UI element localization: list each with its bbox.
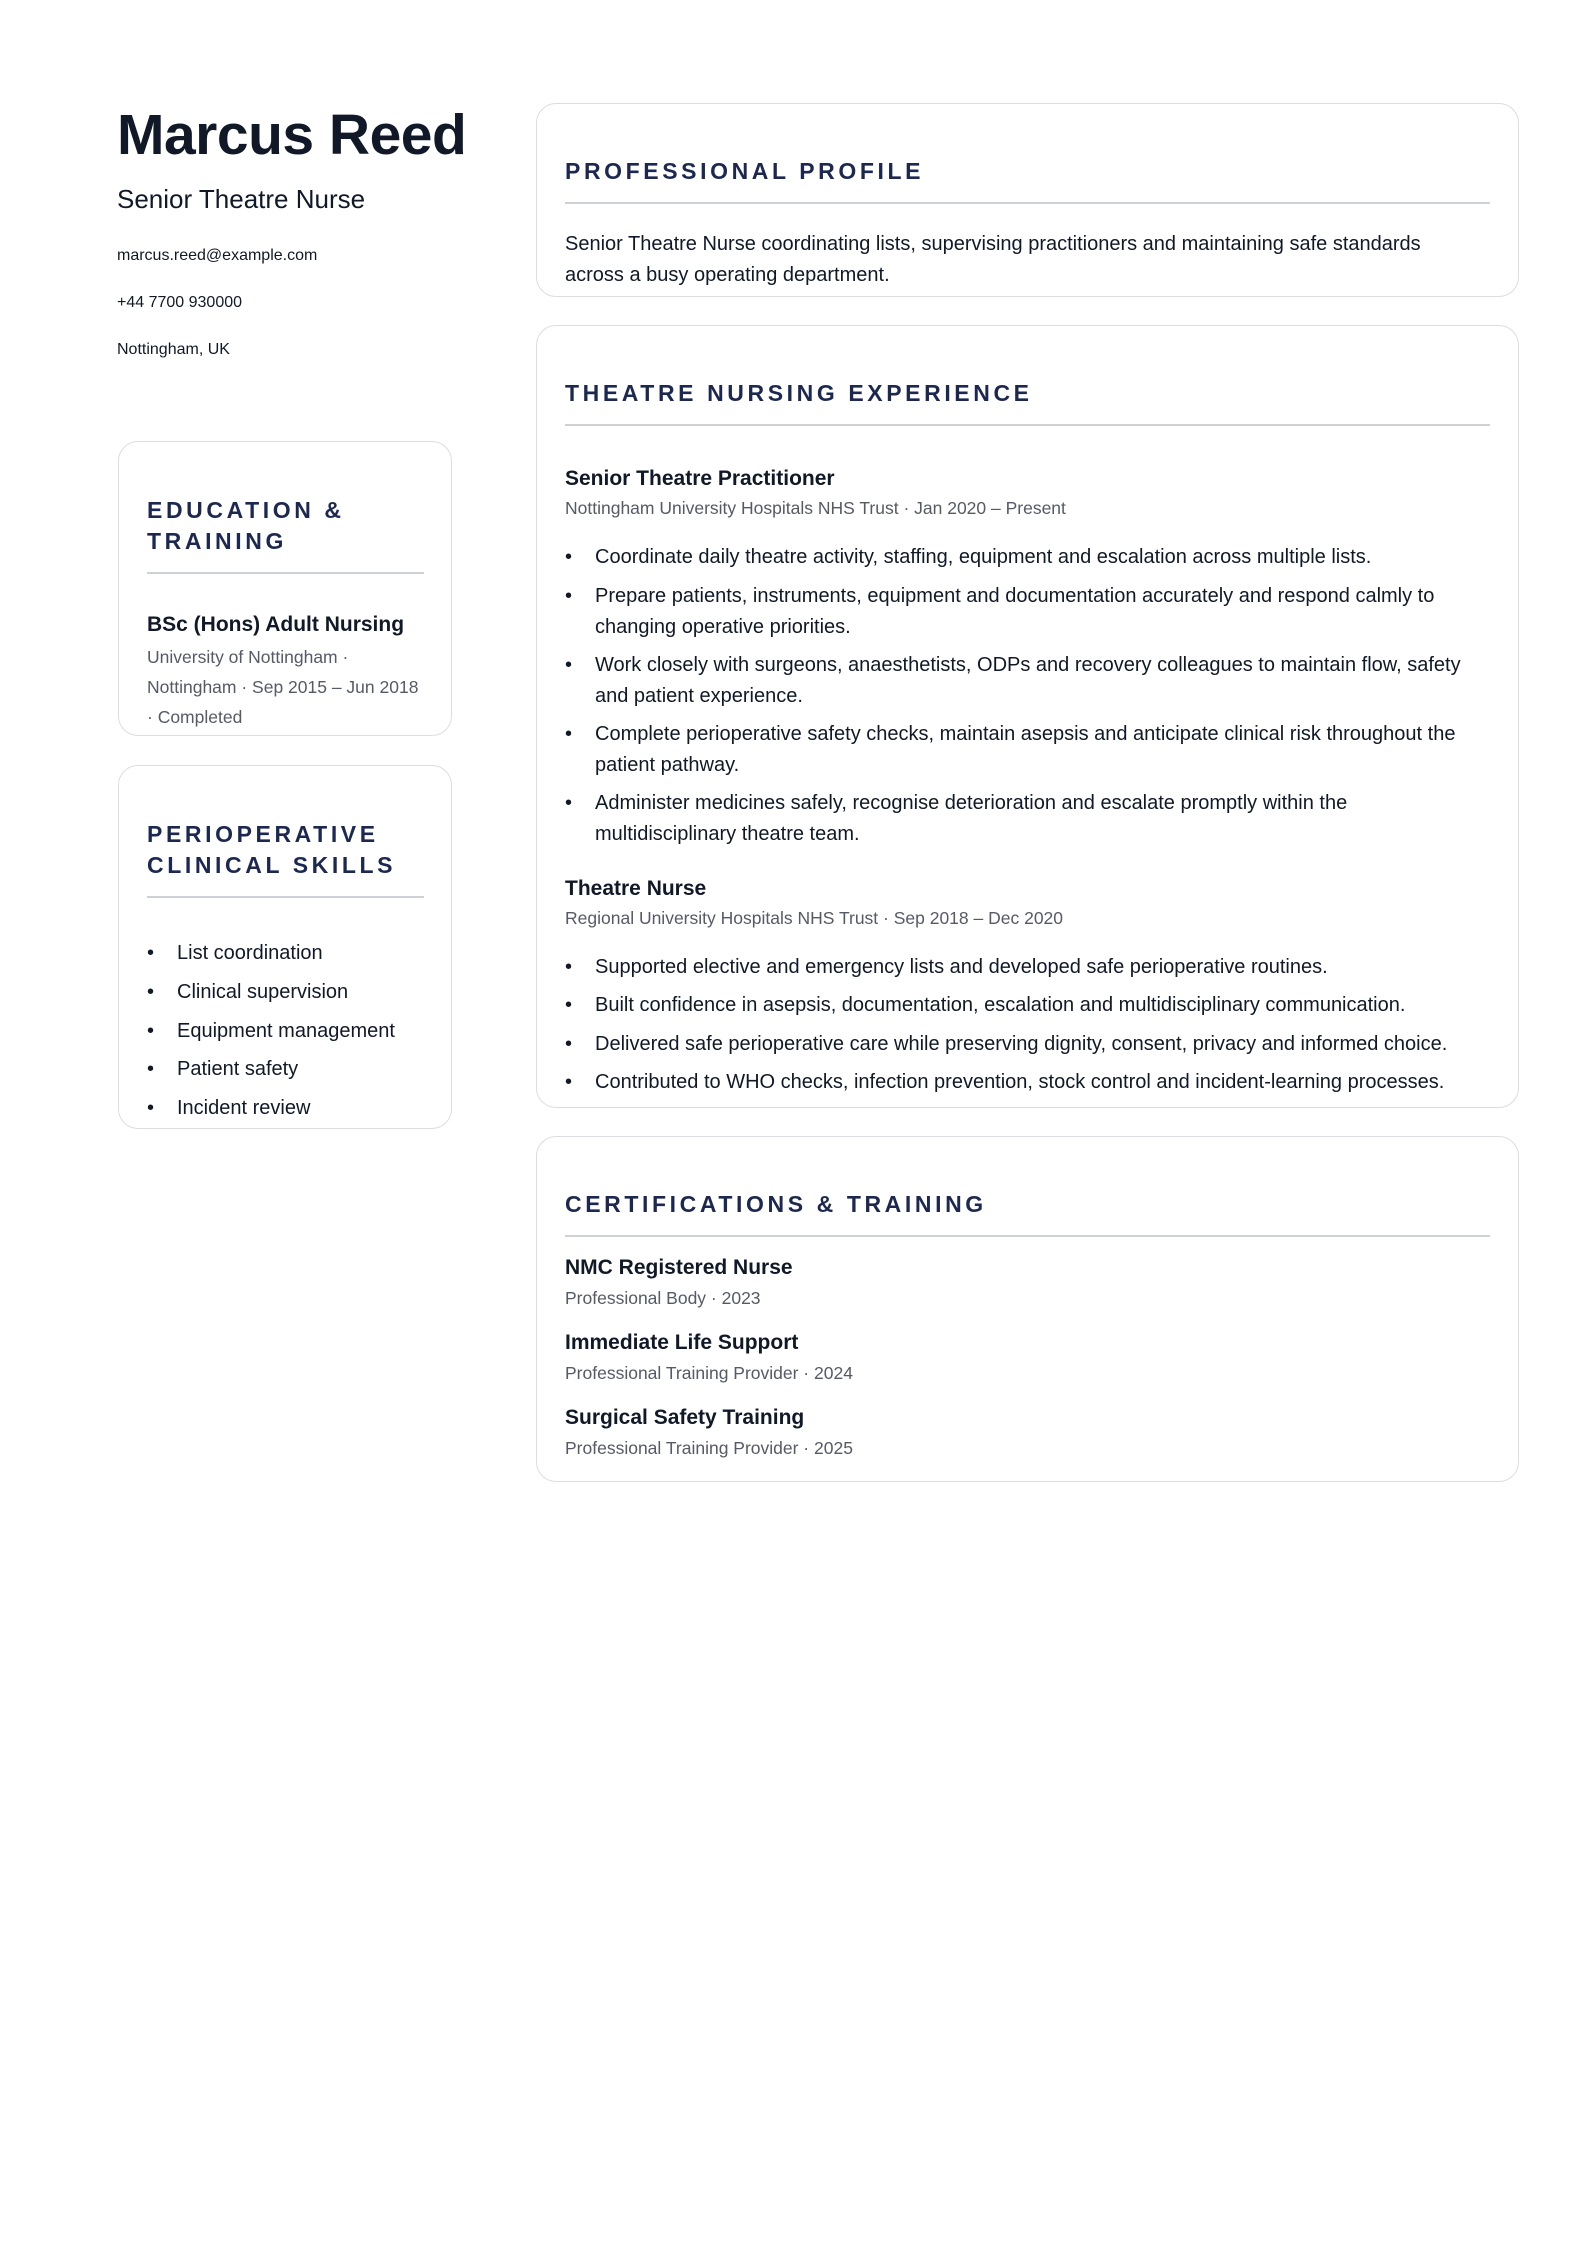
job-bullet: • Supported elective and emergency lists and developed safe perioperative routines. xyxy=(565,956,1328,978)
contact-location: Nottingham, UK xyxy=(117,341,230,358)
profile-divider xyxy=(565,202,1490,204)
job-bullet: • Contributed to WHO checks, infection prevention, stock control and incident-learning processes. xyxy=(565,1071,1445,1093)
certification-meta: Professional Body · 2023 xyxy=(565,1288,761,1308)
profile-card xyxy=(536,103,1519,297)
certifications-heading: CERTIFICATIONS & TRAINING xyxy=(565,1191,987,1217)
experience-heading: THEATRE NURSING EXPERIENCE xyxy=(565,380,1033,406)
skill-item: • Incident review xyxy=(147,1097,311,1119)
job-meta: Nottingham University Hospitals NHS Trust · Jan 2020 – Present xyxy=(565,498,1066,518)
job-bullet: • Prepare patients, instruments, equipment and documentation accurately and respond calmly to changing operative priorities. xyxy=(565,585,1435,638)
job-bullet: • Coordinate daily theatre activity, staffing, equipment and escalation across multiple lists. xyxy=(565,546,1372,568)
contact-email[interactable]: marcus.reed@example.com xyxy=(117,247,318,264)
skills-heading: PERIOPERATIVE CLINICAL SKILLS xyxy=(147,821,397,878)
profile-heading: PROFESSIONAL PROFILE xyxy=(565,158,925,184)
experience-card xyxy=(536,325,1519,1108)
contact-phone[interactable]: +44 7700 930000 xyxy=(117,294,243,311)
certification-name: Surgical Safety Training xyxy=(565,1406,805,1429)
experience-divider xyxy=(565,424,1490,426)
education-degree: BSc (Hons) Adult Nursing xyxy=(147,613,405,636)
skill-item: • Equipment management xyxy=(147,1020,395,1042)
job-bullet: • Work closely with surgeons, anaesthetists, ODPs and recovery colleagues to maintain flow, safety and patient experience. xyxy=(565,654,1461,707)
job-title: Theatre Nurse xyxy=(565,877,707,900)
job-meta: Regional University Hospitals NHS Trust · Sep 2018 – Dec 2020 xyxy=(565,908,1064,928)
certification-meta: Professional Training Provider · 2024 xyxy=(565,1363,853,1383)
skill-item: • List coordination xyxy=(147,942,323,964)
job-bullet: • Delivered safe perioperative care while preserving dignity, consent, privacy and informed choice. xyxy=(565,1033,1448,1055)
job-title: Senior Theatre Practitioner xyxy=(565,467,835,490)
certification-name: Immediate Life Support xyxy=(565,1331,799,1354)
skills-card xyxy=(118,765,452,1129)
education-card xyxy=(118,441,452,736)
certification-name: NMC Registered Nurse xyxy=(565,1256,793,1279)
job-headline: Senior Theatre Nurse xyxy=(117,184,366,214)
education-divider xyxy=(147,572,424,574)
skill-item: • Patient safety xyxy=(147,1058,299,1080)
skills-divider xyxy=(147,896,424,898)
job-bullet: • Built confidence in asepsis, documentation, escalation and multidisciplinary communication. xyxy=(565,994,1406,1016)
certifications-card xyxy=(536,1136,1519,1482)
skill-item: • Clinical supervision xyxy=(147,981,349,1003)
candidate-name: Marcus Reed xyxy=(117,103,467,167)
education-heading: EDUCATION & TRAINING xyxy=(147,497,345,554)
profile-summary: Senior Theatre Nurse coordinating lists, supervising practitioners and maintaining safe standards across a busy operating department. xyxy=(565,233,1421,286)
education-details: University of Nottingham · Nottingham · Sep 2015 – Jun 2018 · Completed xyxy=(147,647,419,727)
job-bullet: • Complete perioperative safety checks, maintain asepsis and anticipate clinical risk throughout the patient pathway. xyxy=(565,723,1456,776)
certification-meta: Professional Training Provider · 2025 xyxy=(565,1438,853,1458)
certifications-divider xyxy=(565,1235,1490,1237)
job-bullet: • Administer medicines safely, recognise deterioration and escalate promptly within the multidisciplinary theatre team. xyxy=(565,792,1348,845)
